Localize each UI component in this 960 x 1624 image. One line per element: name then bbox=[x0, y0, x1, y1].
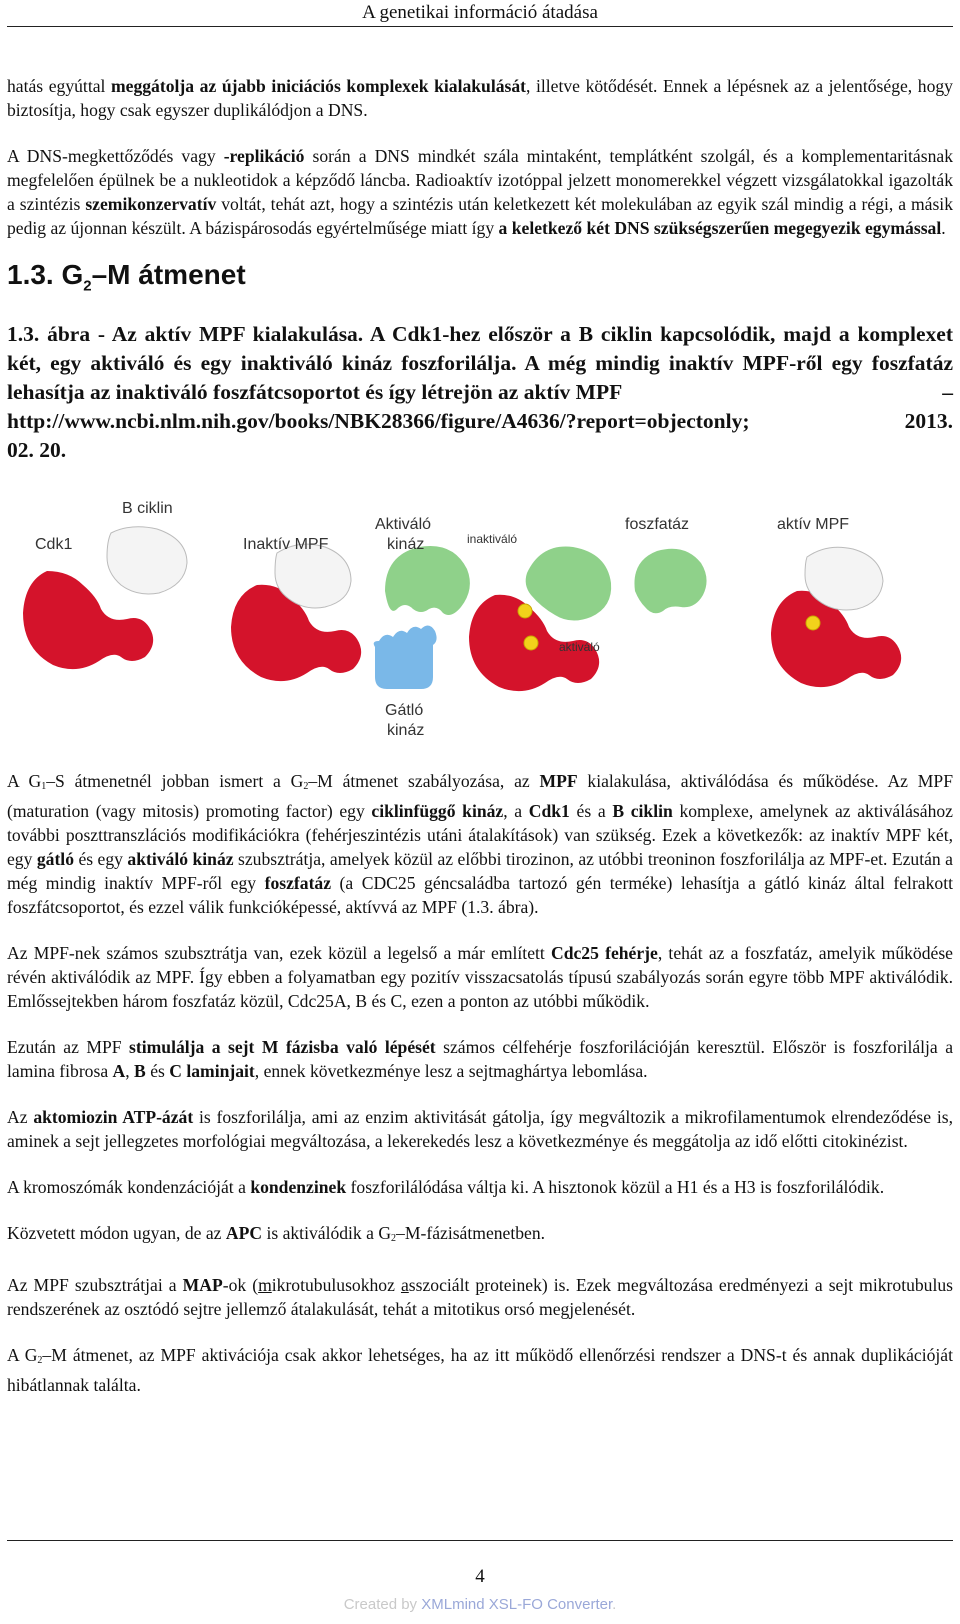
inactive-mpf-shape bbox=[231, 544, 361, 681]
text: , illetve kötődését. Ennek a lépésnek az a jelentősége, hogy biztosítja, hogy csak egyszer duplikálódjon a DNS. bbox=[7, 76, 953, 120]
text: , ennek következménye lesz a sejtmaghártya lebomlása. bbox=[254, 1060, 648, 1081]
section-heading bbox=[7, 258, 953, 304]
label-gatlo-1: Gátló bbox=[385, 701, 424, 719]
text: kialakulása, aktiválódása és működése. Az MPF (maturation (vagy mitosis) promoting factor) egy bbox=[7, 770, 953, 821]
paragraph-9 bbox=[7, 1273, 953, 1321]
paragraph-6 bbox=[7, 1105, 953, 1153]
label-foszfataz: foszfatáz bbox=[625, 515, 690, 533]
bold-text: ciklinfüggő kináz bbox=[371, 800, 504, 821]
text: , tehát az a foszfatáz, amelyik működése révén aktiválódik az MPF. Így ebben a folyamatban egy pozitív visszacsatolás típusú szabályozás során egyre több MPF aktiválódik. Emlőssejtekben három foszfatáz közül, Cdc25A, B és C, ezen a ponton az utóbbi működik. bbox=[7, 942, 953, 1011]
bold-text: aktiváló kináz bbox=[127, 848, 234, 869]
bold-text: APC bbox=[225, 1222, 263, 1243]
text: A kromoszómák kondenzációját a bbox=[7, 1176, 251, 1197]
underlined-text: p bbox=[475, 1274, 485, 1295]
main-content bbox=[7, 70, 953, 1397]
bold-text: -replikáció bbox=[223, 146, 305, 166]
text: roteinek) is. Ezek megváltozása eredményezi a sejt mikrotubulus rendszerének az osztódó sejtre jellemző átalakulását, tehát a mitotikus orsó megjelenését. bbox=[7, 1274, 954, 1319]
figure-caption bbox=[7, 320, 953, 465]
active-mpf-shape bbox=[771, 547, 901, 687]
bold-text: Cdk1 bbox=[528, 800, 570, 821]
bold-text: A bbox=[112, 1060, 126, 1081]
text: is aktiválódik a G bbox=[262, 1222, 392, 1243]
text: –M átmenet szabályozása, az bbox=[308, 770, 540, 791]
text: A DNS-megkettőződés vagy bbox=[7, 146, 224, 166]
caption-url-line bbox=[7, 407, 953, 436]
label-gatlo-2: kináz bbox=[387, 721, 425, 739]
bold-text: szemikonzervatív bbox=[85, 194, 217, 214]
underlined-text: m bbox=[258, 1274, 272, 1295]
mpf-figure bbox=[7, 493, 953, 751]
label-aktivalo-1: Aktiváló bbox=[375, 515, 432, 533]
bold-text: a keletkező két DNS szükségszerűen megegyezik egymással bbox=[498, 218, 942, 238]
section-number: 1.3. G bbox=[7, 259, 84, 290]
underlined-text: a bbox=[400, 1274, 409, 1295]
text: foszforilálódása váltja ki. A hisztonok közül a H1 és a H3 is foszforilálódik. bbox=[346, 1176, 885, 1197]
section-title: –M átmenet bbox=[91, 259, 246, 290]
paragraph-8 bbox=[7, 1221, 953, 1251]
text: voltát, tehát azt, hogy a szintézis után keletkezett két molekulában az egyik szál mindig a régi, a másik pedig az újonnan készült. A bázispárosodás egyértelműsége miatt így bbox=[7, 194, 953, 238]
paragraph-1 bbox=[7, 74, 953, 122]
subscript: 2 bbox=[83, 277, 92, 295]
text: –S átmenetnél jobban ismert a G bbox=[46, 770, 304, 791]
inhibitory-kinase-shape bbox=[374, 625, 437, 689]
text: számos célfehérje foszforilációján keresztül. Először is foszforilálja a lamina fibrosa bbox=[7, 1036, 954, 1081]
running-header: A genetikai információ átadása bbox=[362, 2, 598, 23]
label-aktivalo: aktiváló bbox=[559, 639, 600, 654]
text: Az bbox=[7, 1106, 34, 1127]
subscript: 2 bbox=[303, 780, 309, 792]
credit-text: . bbox=[612, 1596, 617, 1613]
label-inaktiv-mpf: Inaktív MPF bbox=[243, 535, 329, 553]
caption-text: 1.3. ábra - Az aktív MPF kialakulása. A Cdk1-hez először a B ciklin kapcsolódik, majd a komplexet két, egy aktiváló és egy inaktiváló kináz foszforilálja. A még mindig inaktív MPF-ről egy foszfatáz lehasítja az inaktiváló foszfátcsoportot és így létrejön az aktív MPF bbox=[7, 321, 953, 404]
bold-text: B ciklin bbox=[612, 800, 673, 821]
page-number: 4 bbox=[475, 1566, 485, 1587]
bold-text: gátló bbox=[36, 848, 74, 869]
paragraph-7 bbox=[7, 1175, 953, 1199]
caption-dash: – bbox=[942, 379, 953, 404]
caption-date-a: 2013. bbox=[904, 408, 953, 433]
footer-rule bbox=[7, 1540, 953, 1541]
text: és egy bbox=[74, 848, 128, 869]
text: . bbox=[941, 218, 946, 238]
text: során a DNS mindkét szála mintaként, templátként szolgál, és a komplementaritásnak megfelelően épülnek be a nukleotidok a képződő láncba. Radioaktív izotóppal jelzett monomerekkel végzett vizsgálatokkal igazolták a szintézis bbox=[7, 146, 953, 214]
bold-text: Cdc25 fehérje bbox=[550, 942, 658, 963]
bold-text: kondenzinek bbox=[250, 1176, 347, 1197]
text: (a CDC25 géncsaládba tartozó gén terméke) lehasítja a gátló kináz által felrakott foszfátcsoportot, és ezzel válik funkcióképessé, aktívvá az MPF (1.3. ábra). bbox=[7, 872, 953, 917]
subscript: 2 bbox=[391, 1232, 397, 1244]
label-b-ciklin: B ciklin bbox=[122, 499, 173, 517]
text: , bbox=[125, 1060, 135, 1081]
text: Az MPF-nek számos szubsztrátja van, ezek közül a legelső a már említett bbox=[7, 942, 551, 963]
text: -ok ( bbox=[222, 1274, 259, 1295]
caption-date-b: 02. 20. bbox=[7, 437, 67, 462]
text: ikrotubulusokhoz bbox=[271, 1274, 401, 1295]
footer-credit bbox=[0, 1596, 960, 1613]
bold-text: stimulálja a sejt M fázisba való lépését bbox=[129, 1036, 436, 1057]
text: Az MPF szubsztrátjai a bbox=[7, 1274, 183, 1295]
bold-text: meggátolja az újabb iniciációs komplexek kialakulását bbox=[111, 76, 527, 96]
credit-text: Created by bbox=[343, 1596, 422, 1613]
text: –M átmenet, az MPF aktivációja csak akkor lehetséges, ha az itt működő ellenőrzési rendszer a DNS-t és annak duplikációját hibátlannak találta. bbox=[7, 1344, 953, 1395]
text: is foszforilálja, ami az enzim aktivitását gátolja, így megváltozik a mikrofilamentumok elrendeződése is, aminek a sejt jellegzetes morfológiai megváltozása, a lekerekedés lesz a következménye és meggátolja az idő előtti citokinézist. bbox=[7, 1106, 953, 1151]
paragraph-2 bbox=[7, 144, 953, 240]
caption-url[interactable]: http://www.ncbi.nlm.nih.gov/books/NBK28366/figure/A4636/?report=objectonly; bbox=[7, 408, 750, 433]
text: sszociált bbox=[408, 1274, 476, 1295]
bold-text: MAP bbox=[182, 1274, 223, 1295]
text: , a bbox=[503, 800, 529, 821]
activating-kinase-shape bbox=[385, 546, 470, 615]
subscript: 1 bbox=[41, 780, 47, 792]
text: szubsztrátja, amelyek közül az előbbi tirozinon, az utóbbi treoninon foszforilálja az MPF-et. Ezután a még mindig inaktív MPF-ről egy bbox=[7, 848, 953, 893]
text: és bbox=[145, 1060, 170, 1081]
credit-brand-link[interactable]: XMLmind XSL-FO Converter bbox=[421, 1596, 613, 1613]
bold-text: foszfatáz bbox=[264, 872, 332, 893]
bold-text: MPF bbox=[539, 770, 578, 791]
bold-text: aktomiozin ATP-ázát bbox=[33, 1106, 194, 1127]
phosphorylated-mpf-shape bbox=[469, 546, 611, 691]
label-inaktivalo: inaktiváló bbox=[467, 531, 518, 546]
text: komplexe, amelynek az aktiválásához további poszttranszlációs modifikációkra (fehérjeszintézis utáni átalakítások) van szükség. Ezek a következők: az inaktív MPF két, egy bbox=[7, 800, 953, 869]
label-cdk1: Cdk1 bbox=[35, 535, 73, 553]
paragraph-3 bbox=[7, 769, 953, 919]
text: A G bbox=[7, 770, 42, 791]
mpf-diagram bbox=[7, 493, 953, 751]
label-aktivalo-2: kináz bbox=[387, 535, 425, 553]
phosphatase-shape bbox=[634, 548, 706, 613]
text: A G bbox=[7, 1344, 38, 1365]
bold-text: B bbox=[134, 1060, 146, 1081]
bold-text: C laminjait bbox=[169, 1060, 255, 1081]
text: Közvetett módon ugyan, de az bbox=[7, 1222, 226, 1243]
subscript: 2 bbox=[37, 1354, 43, 1366]
text: és a bbox=[569, 800, 613, 821]
paragraph-5 bbox=[7, 1035, 953, 1083]
paragraph-4 bbox=[7, 941, 953, 1013]
text: –M-fázisátmenetben. bbox=[396, 1222, 546, 1243]
header-rule bbox=[7, 26, 953, 27]
b-cyclin-shape bbox=[107, 526, 187, 593]
text: hatás egyúttal bbox=[7, 76, 111, 96]
text: Ezután az MPF bbox=[7, 1036, 130, 1057]
label-aktiv-mpf: aktív MPF bbox=[777, 515, 850, 533]
paragraph-10 bbox=[7, 1343, 953, 1397]
